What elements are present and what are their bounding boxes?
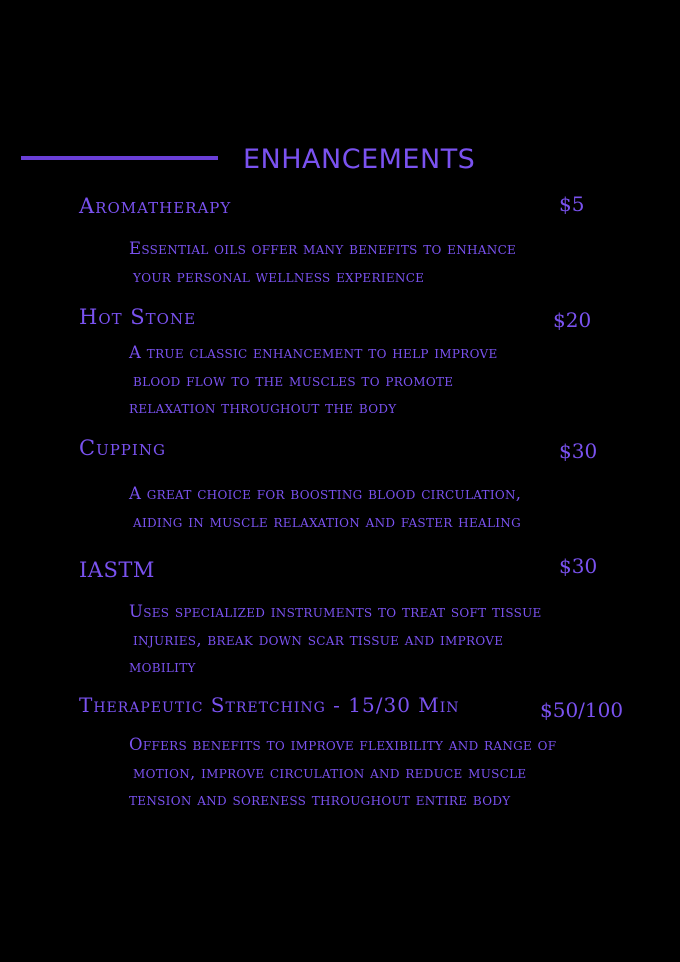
description-line: Essential oils offer many benefits to enhance: [129, 239, 517, 258]
item-description-cupping: [129, 480, 649, 535]
description-line: blood flow to the muscles to promote: [133, 370, 454, 390]
item-name-cupping: Cupping: [79, 436, 166, 460]
item-price-cupping: $30: [559, 439, 598, 463]
item-description-iastm: [129, 598, 649, 681]
description-line: Uses specialized instruments to treat soft tissue: [129, 602, 542, 621]
item-price-iastm: $30: [559, 554, 598, 578]
description-line: tension and soreness throughout entire body: [129, 790, 511, 809]
item-name-aromatherapy: Aromatherapy: [79, 194, 232, 218]
item-name-hot-stone: Hot Stone: [79, 305, 197, 329]
item-description-therapeutic-stretching: [129, 731, 649, 814]
item-name-therapeutic-stretching: Therapeutic Stretching - 15/30 Min: [79, 693, 460, 717]
item-price-hot-stone: $20: [553, 308, 592, 332]
item-name-iastm: IASTM: [79, 558, 155, 582]
description-line: your personal wellness experience: [133, 266, 425, 286]
description-line: injuries, break down scar tissue and improve: [133, 629, 504, 649]
description-line: mobility: [129, 657, 196, 676]
item-price-aromatherapy: $5: [559, 192, 585, 216]
section-title: ENHANCEMENTS: [243, 144, 476, 175]
item-price-therapeutic-stretching: $50/100: [540, 698, 624, 722]
description-line: A true classic enhancement to help improve: [129, 343, 498, 362]
description-line: A great choice for boosting blood circulation,: [129, 484, 522, 503]
heading-divider-line: [21, 156, 218, 160]
description-line: relaxation throughout the body: [129, 398, 397, 417]
description-line: aiding in muscle relaxation and faster healing: [133, 511, 521, 531]
item-description-hot-stone: [129, 339, 649, 422]
description-line: motion, improve circulation and reduce muscle: [133, 762, 527, 782]
description-line: Offers benefits to improve flexibility and range of: [129, 735, 557, 754]
item-description-aromatherapy: [129, 235, 649, 290]
